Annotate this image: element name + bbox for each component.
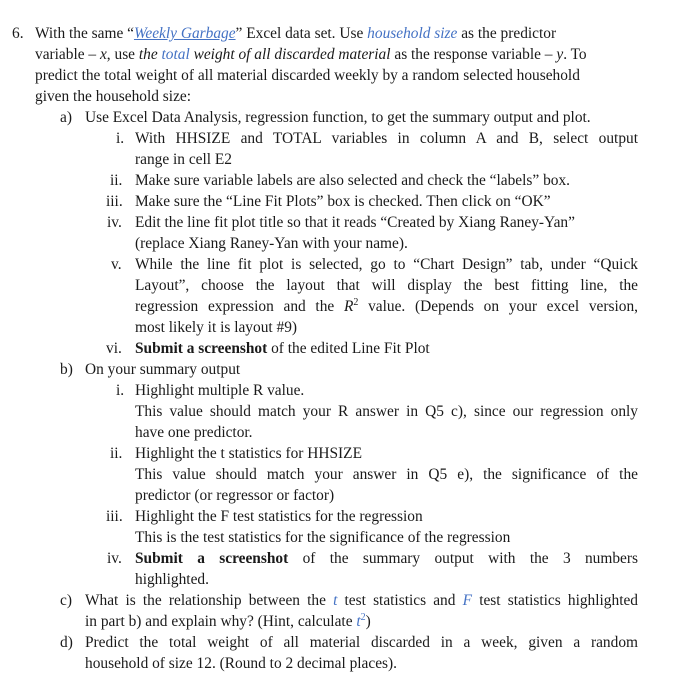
- part-d-line-1: Predict the total weight of all material discarded in a week, given a random: [85, 634, 638, 651]
- b-ii-line-2: This value should match your answer in Q5 e), the significance of the: [135, 466, 638, 483]
- f-symbol: F: [462, 592, 473, 609]
- b-i-line-2: This value should match your R answer in Q5 c), since our regression only: [135, 403, 638, 420]
- dataset-link[interactable]: Weekly Garbage: [133, 25, 236, 42]
- intro-line-2: variable – x, use the total weight of all discarded material as the response variable – y. To: [35, 46, 587, 63]
- t-symbol: t: [333, 592, 338, 609]
- a-i-number: i.: [116, 130, 125, 147]
- b-iii-line-2: This is the test statistics for the significance of the regression: [135, 529, 511, 546]
- intro-line-1: With the same “Weekly Garbage” Excel data set. Use household size as the predictor: [35, 25, 557, 42]
- question-number: 6.: [12, 25, 24, 42]
- part-a-text: Use Excel Data Analysis, regression function, to get the summary output and plot.: [85, 109, 591, 126]
- part-a-label: a): [60, 109, 72, 126]
- part-c-label: c): [60, 592, 72, 609]
- part-d-label: d): [60, 634, 73, 651]
- part-d-line-2: household of size 12. (Round to 2 decimal places).: [85, 655, 398, 672]
- a-v-line-3: regression expression and the $R^2$ value. (Depends on your excel version,: [135, 297, 638, 315]
- b-iv-line-1: Submit a screenshot of the summary output with the 3 numbers: [135, 550, 638, 567]
- predictor-term: household size: [367, 25, 458, 42]
- a-iv-line-1: Edit the line fit plot title so that it reads “Created by Xiang Raney-Yan”: [135, 214, 575, 231]
- b-iii-number: iii.: [106, 508, 123, 525]
- part-b-label: b): [60, 361, 73, 378]
- b-i-number: i.: [116, 382, 125, 399]
- intro-line-3: predict the total weight of all material discarded weekly by a random selected household: [35, 67, 580, 84]
- a-i-line-2: range in cell E2: [135, 151, 233, 168]
- a-v-line-1: While the line fit plot is selected, go to “Chart Design” tab, under “Quick: [135, 256, 638, 273]
- a-vi-number: vi.: [106, 340, 122, 357]
- a-v-line-2: Layout”, choose the layout that will display the best fitting line, the: [135, 277, 638, 294]
- b-i-line-1: Highlight multiple R value.: [135, 382, 305, 399]
- a-ii-line: Make sure variable labels are also selected and check the “labels” box.: [135, 172, 571, 189]
- a-ii-number: ii.: [110, 172, 123, 189]
- a-iv-number: iv.: [107, 214, 122, 231]
- a-v-number: v.: [111, 256, 122, 273]
- part-c-line-2: in part b) and explain why? (Hint, calculate $t^2$): [85, 612, 371, 630]
- b-ii-line-3: predictor (or regressor or factor): [135, 487, 335, 504]
- a-i-line-1: With HHSIZE and TOTAL variables in column A and B, select output: [135, 130, 638, 147]
- a-iii-line: Make sure the “Line Fit Plots” box is checked. Then click on “OK”: [135, 193, 551, 210]
- b-i-line-3: have one predictor.: [135, 424, 253, 441]
- a-iv-line-2: (replace Xiang Raney-Yan with your name).: [135, 235, 408, 252]
- part-c-line-1: What is the relationship between the t test statistics and F test statistics highlighted: [85, 592, 638, 609]
- a-v-line-4: most likely it is layout #9): [135, 319, 298, 336]
- intro-line-4: given the household size:: [35, 88, 192, 105]
- part-b-text: On your summary output: [85, 361, 241, 378]
- total-term: total: [161, 46, 190, 63]
- a-vi-line: Submit a screenshot of the edited Line Fit Plot: [135, 340, 430, 357]
- a-iii-number: iii.: [106, 193, 123, 210]
- b-iii-line-1: Highlight the F test statistics for the regression: [135, 508, 423, 525]
- b-iv-number: iv.: [107, 550, 122, 567]
- b-ii-line-1: Highlight the t statistics for HHSIZE: [135, 445, 362, 462]
- b-ii-number: ii.: [110, 445, 123, 462]
- b-iv-line-2: highlighted.: [135, 571, 209, 588]
